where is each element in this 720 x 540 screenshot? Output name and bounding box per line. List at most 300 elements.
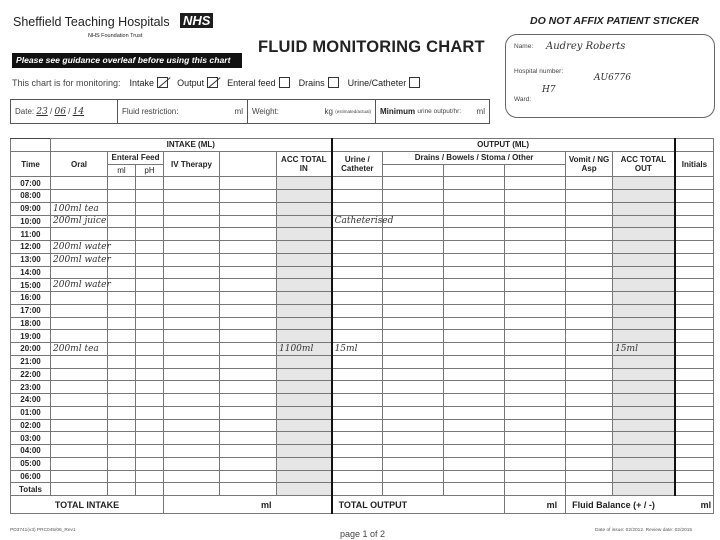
cell-enteral-ml[interactable] — [108, 279, 136, 292]
cell-vomit[interactable] — [566, 292, 613, 305]
cell-oral[interactable]: 100ml tea — [51, 202, 108, 215]
cell-oral[interactable] — [51, 228, 108, 241]
cell-oral[interactable] — [51, 355, 108, 368]
cell-iv[interactable] — [164, 279, 220, 292]
cell-drain3[interactable] — [505, 215, 566, 228]
cell-acc-out[interactable] — [613, 177, 675, 190]
cell-acc-in[interactable] — [277, 330, 332, 343]
cell-acc-in[interactable] — [277, 292, 332, 305]
cell-enteral-ml[interactable] — [108, 343, 136, 356]
cell-drain3[interactable] — [505, 279, 566, 292]
cell-enteral-ml[interactable] — [108, 241, 136, 254]
cell-drain2[interactable] — [444, 368, 505, 381]
cell-urine[interactable] — [332, 177, 383, 190]
cell-urine[interactable] — [332, 394, 383, 407]
monitoring-option-output[interactable] — [177, 77, 218, 88]
cell-enteral-ml[interactable] — [108, 215, 136, 228]
cell-drain1[interactable] — [383, 445, 444, 458]
cell-oral[interactable] — [51, 304, 108, 317]
monitoring-option-intake[interactable] — [130, 77, 169, 88]
cell-drain2[interactable] — [444, 394, 505, 407]
cell-enteral-ph[interactable] — [136, 190, 164, 203]
cell-enteral-ph[interactable] — [136, 202, 164, 215]
cell-blank[interactable] — [220, 279, 277, 292]
cell-drain3[interactable] — [505, 190, 566, 203]
cell-initials[interactable] — [675, 470, 714, 483]
cell-drain2[interactable] — [444, 241, 505, 254]
cell-enteral-ml[interactable] — [108, 292, 136, 305]
cell-drain2[interactable] — [444, 330, 505, 343]
cell-acc-in[interactable] — [277, 202, 332, 215]
cell-vomit[interactable] — [566, 394, 613, 407]
cell-blank[interactable] — [220, 343, 277, 356]
cell-oral[interactable] — [51, 381, 108, 394]
cell-drain3[interactable] — [505, 202, 566, 215]
cell-enteral-ml[interactable] — [108, 317, 136, 330]
cell-acc-in[interactable] — [277, 215, 332, 228]
cell-initials[interactable] — [675, 368, 714, 381]
cell-blank[interactable] — [220, 330, 277, 343]
cell-oral[interactable] — [51, 292, 108, 305]
cell-iv[interactable] — [164, 406, 220, 419]
cell-iv[interactable] — [164, 381, 220, 394]
cell-drain3[interactable] — [505, 177, 566, 190]
cell-iv[interactable] — [164, 432, 220, 445]
cell-blank[interactable] — [220, 202, 277, 215]
cell-blank[interactable] — [220, 177, 277, 190]
cell-initials[interactable] — [675, 330, 714, 343]
cell-drain2[interactable] — [444, 381, 505, 394]
cell-acc-out[interactable] — [613, 292, 675, 305]
cell-initials[interactable] — [675, 228, 714, 241]
cell-initials[interactable] — [675, 177, 714, 190]
cell-enteral-ph[interactable] — [136, 381, 164, 394]
checkbox[interactable] — [328, 77, 339, 88]
cell-drain1[interactable] — [383, 457, 444, 470]
cell-blank[interactable] — [220, 317, 277, 330]
cell-drain3[interactable] — [505, 304, 566, 317]
cell-acc-in[interactable] — [277, 394, 332, 407]
cell-iv[interactable] — [164, 177, 220, 190]
cell-drain2[interactable] — [444, 215, 505, 228]
cell-enteral-ml[interactable] — [108, 304, 136, 317]
cell-acc-in[interactable] — [277, 445, 332, 458]
cell-drain1[interactable] — [383, 228, 444, 241]
cell-enteral-ml[interactable] — [108, 406, 136, 419]
cell-initials[interactable] — [675, 381, 714, 394]
cell-enteral-ph[interactable] — [136, 330, 164, 343]
cell-blank[interactable] — [220, 381, 277, 394]
cell-iv[interactable] — [164, 317, 220, 330]
cell-drain1[interactable] — [383, 304, 444, 317]
cell-enteral-ph[interactable] — [136, 483, 164, 496]
cell-iv[interactable] — [164, 228, 220, 241]
cell-urine[interactable] — [332, 355, 383, 368]
cell-oral[interactable]: 200ml tea — [51, 343, 108, 356]
cell-initials[interactable] — [675, 343, 714, 356]
cell-drain1[interactable] — [383, 355, 444, 368]
cell-blank[interactable] — [220, 355, 277, 368]
cell-drain1[interactable] — [383, 266, 444, 279]
cell-enteral-ml[interactable] — [108, 457, 136, 470]
cell-blank[interactable] — [220, 190, 277, 203]
cell-initials[interactable] — [675, 215, 714, 228]
cell-acc-in[interactable] — [277, 190, 332, 203]
cell-drain3[interactable] — [505, 381, 566, 394]
cell-vomit[interactable] — [566, 483, 613, 496]
cell-drain3[interactable] — [505, 292, 566, 305]
cell-enteral-ph[interactable] — [136, 470, 164, 483]
cell-initials[interactable] — [675, 457, 714, 470]
cell-vomit[interactable] — [566, 317, 613, 330]
cell-iv[interactable] — [164, 355, 220, 368]
cell-urine[interactable] — [332, 266, 383, 279]
cell-iv[interactable] — [164, 483, 220, 496]
cell-vomit[interactable] — [566, 445, 613, 458]
cell-drain2[interactable] — [444, 317, 505, 330]
cell-blank[interactable] — [220, 457, 277, 470]
cell-drain1[interactable] — [383, 394, 444, 407]
cell-drain3[interactable] — [505, 317, 566, 330]
cell-acc-out[interactable] — [613, 419, 675, 432]
cell-drain2[interactable] — [444, 266, 505, 279]
checkbox[interactable] — [157, 77, 168, 88]
cell-urine[interactable] — [332, 381, 383, 394]
cell-drain3[interactable] — [505, 419, 566, 432]
cell-initials[interactable] — [675, 202, 714, 215]
cell-acc-out[interactable] — [613, 355, 675, 368]
cell-iv[interactable] — [164, 253, 220, 266]
cell-iv[interactable] — [164, 445, 220, 458]
cell-blank[interactable] — [220, 432, 277, 445]
cell-oral[interactable] — [51, 445, 108, 458]
cell-blank[interactable] — [220, 292, 277, 305]
cell-urine[interactable] — [332, 253, 383, 266]
cell-enteral-ph[interactable] — [136, 279, 164, 292]
cell-vomit[interactable] — [566, 419, 613, 432]
cell-blank[interactable] — [220, 445, 277, 458]
cell-drain1[interactable] — [383, 343, 444, 356]
cell-acc-out[interactable] — [613, 330, 675, 343]
cell-drain3[interactable] — [505, 445, 566, 458]
cell-acc-out[interactable] — [613, 190, 675, 203]
cell-initials[interactable] — [675, 253, 714, 266]
cell-drain1[interactable] — [383, 432, 444, 445]
cell-vomit[interactable] — [566, 406, 613, 419]
cell-urine[interactable] — [332, 190, 383, 203]
cell-drain3[interactable] — [505, 355, 566, 368]
cell-acc-out[interactable] — [613, 368, 675, 381]
cell-drain1[interactable] — [383, 470, 444, 483]
cell-oral[interactable] — [51, 177, 108, 190]
cell-drain2[interactable] — [444, 432, 505, 445]
total-intake-unit[interactable]: ml — [164, 496, 332, 514]
cell-initials[interactable] — [675, 279, 714, 292]
cell-acc-in[interactable] — [277, 368, 332, 381]
cell-iv[interactable] — [164, 457, 220, 470]
cell-oral[interactable]: 200ml water — [51, 279, 108, 292]
cell-drain3[interactable] — [505, 406, 566, 419]
cell-drain2[interactable] — [444, 343, 505, 356]
cell-enteral-ml[interactable] — [108, 330, 136, 343]
cell-urine[interactable] — [332, 279, 383, 292]
cell-enteral-ph[interactable] — [136, 253, 164, 266]
cell-drain2[interactable] — [444, 202, 505, 215]
cell-oral[interactable]: 200ml water — [51, 253, 108, 266]
cell-urine[interactable]: Catheterised — [332, 215, 383, 228]
cell-acc-in[interactable] — [277, 470, 332, 483]
cell-vomit[interactable] — [566, 457, 613, 470]
cell-drain2[interactable] — [444, 457, 505, 470]
cell-urine[interactable] — [332, 470, 383, 483]
cell-drain2[interactable] — [444, 470, 505, 483]
cell-drain3[interactable] — [505, 330, 566, 343]
cell-enteral-ph[interactable] — [136, 406, 164, 419]
cell-drain2[interactable] — [444, 304, 505, 317]
cell-enteral-ml[interactable] — [108, 368, 136, 381]
cell-blank[interactable] — [220, 470, 277, 483]
total-output-unit[interactable]: ml — [505, 496, 566, 514]
cell-acc-out[interactable] — [613, 406, 675, 419]
cell-iv[interactable] — [164, 419, 220, 432]
cell-acc-in[interactable] — [277, 457, 332, 470]
cell-drain3[interactable] — [505, 266, 566, 279]
cell-drain3[interactable] — [505, 253, 566, 266]
cell-vomit[interactable] — [566, 368, 613, 381]
cell-oral[interactable] — [51, 432, 108, 445]
cell-acc-in[interactable] — [277, 266, 332, 279]
cell-blank[interactable] — [220, 228, 277, 241]
cell-enteral-ml[interactable] — [108, 445, 136, 458]
cell-oral[interactable] — [51, 368, 108, 381]
cell-acc-out[interactable] — [613, 381, 675, 394]
cell-enteral-ml[interactable] — [108, 381, 136, 394]
cell-oral[interactable] — [51, 330, 108, 343]
cell-acc-in[interactable] — [277, 304, 332, 317]
cell-urine[interactable] — [332, 419, 383, 432]
cell-oral[interactable] — [51, 483, 108, 496]
cell-acc-in[interactable] — [277, 406, 332, 419]
cell-oral[interactable] — [51, 394, 108, 407]
cell-vomit[interactable] — [566, 177, 613, 190]
cell-drain1[interactable] — [383, 330, 444, 343]
cell-urine[interactable] — [332, 292, 383, 305]
cell-initials[interactable] — [675, 317, 714, 330]
cell-urine[interactable] — [332, 317, 383, 330]
cell-acc-out[interactable] — [613, 304, 675, 317]
cell-vomit[interactable] — [566, 241, 613, 254]
cell-vomit[interactable] — [566, 202, 613, 215]
cell-vomit[interactable] — [566, 190, 613, 203]
cell-acc-in[interactable] — [277, 317, 332, 330]
cell-iv[interactable] — [164, 292, 220, 305]
cell-enteral-ph[interactable] — [136, 368, 164, 381]
cell-drain3[interactable] — [505, 241, 566, 254]
cell-urine[interactable] — [332, 432, 383, 445]
cell-initials[interactable] — [675, 304, 714, 317]
cell-enteral-ph[interactable] — [136, 292, 164, 305]
cell-iv[interactable] — [164, 190, 220, 203]
cell-drain2[interactable] — [444, 177, 505, 190]
cell-drain1[interactable] — [383, 381, 444, 394]
cell-drain1[interactable] — [383, 253, 444, 266]
cell-enteral-ph[interactable] — [136, 457, 164, 470]
cell-drain2[interactable] — [444, 445, 505, 458]
cell-acc-out[interactable] — [613, 445, 675, 458]
cell-enteral-ph[interactable] — [136, 177, 164, 190]
cell-acc-in[interactable] — [277, 228, 332, 241]
cell-acc-in[interactable] — [277, 355, 332, 368]
cell-enteral-ph[interactable] — [136, 394, 164, 407]
cell-vomit[interactable] — [566, 279, 613, 292]
checkbox[interactable] — [279, 77, 290, 88]
ward[interactable]: H7 — [542, 85, 556, 95]
cell-drain3[interactable] — [505, 470, 566, 483]
cell-oral[interactable] — [51, 470, 108, 483]
cell-drain3[interactable] — [505, 457, 566, 470]
cell-drain2[interactable] — [444, 483, 505, 496]
cell-blank[interactable] — [220, 304, 277, 317]
cell-vomit[interactable] — [566, 304, 613, 317]
cell-drain1[interactable] — [383, 241, 444, 254]
fluid-balance-unit[interactable]: ml — [675, 496, 714, 514]
cell-oral[interactable] — [51, 190, 108, 203]
hospital-number[interactable]: AU6776 — [594, 73, 631, 83]
cell-enteral-ph[interactable] — [136, 432, 164, 445]
cell-oral[interactable]: 200ml water — [51, 241, 108, 254]
cell-enteral-ml[interactable] — [108, 228, 136, 241]
cell-enteral-ph[interactable] — [136, 266, 164, 279]
monitoring-option-enteral-feed[interactable] — [227, 77, 290, 88]
cell-drain3[interactable] — [505, 368, 566, 381]
cell-enteral-ml[interactable] — [108, 190, 136, 203]
cell-vomit[interactable] — [566, 343, 613, 356]
cell-urine[interactable] — [332, 406, 383, 419]
cell-urine[interactable] — [332, 457, 383, 470]
cell-oral[interactable] — [51, 419, 108, 432]
cell-iv[interactable] — [164, 330, 220, 343]
cell-acc-in[interactable] — [277, 483, 332, 496]
cell-oral[interactable] — [51, 266, 108, 279]
cell-iv[interactable] — [164, 304, 220, 317]
cell-drain1[interactable] — [383, 292, 444, 305]
cell-acc-out[interactable] — [613, 432, 675, 445]
cell-drain2[interactable] — [444, 279, 505, 292]
cell-acc-in[interactable] — [277, 279, 332, 292]
cell-enteral-ml[interactable] — [108, 483, 136, 496]
cell-blank[interactable] — [220, 483, 277, 496]
cell-acc-in[interactable] — [277, 419, 332, 432]
cell-enteral-ml[interactable] — [108, 432, 136, 445]
cell-iv[interactable] — [164, 343, 220, 356]
cell-vomit[interactable] — [566, 432, 613, 445]
cell-acc-in[interactable] — [277, 177, 332, 190]
cell-blank[interactable] — [220, 266, 277, 279]
cell-initials[interactable] — [675, 190, 714, 203]
cell-enteral-ml[interactable] — [108, 177, 136, 190]
cell-blank[interactable] — [220, 368, 277, 381]
cell-urine[interactable] — [332, 304, 383, 317]
cell-drain1[interactable] — [383, 483, 444, 496]
cell-drain2[interactable] — [444, 253, 505, 266]
cell-acc-out[interactable] — [613, 228, 675, 241]
cell-acc-out[interactable] — [613, 483, 675, 496]
cell-drain2[interactable] — [444, 419, 505, 432]
cell-drain1[interactable] — [383, 419, 444, 432]
cell-acc-in[interactable] — [277, 432, 332, 445]
cell-drain3[interactable] — [505, 432, 566, 445]
cell-enteral-ph[interactable] — [136, 304, 164, 317]
cell-initials[interactable] — [675, 483, 714, 496]
checkbox[interactable] — [409, 77, 420, 88]
monitoring-option-drains[interactable] — [299, 77, 339, 88]
cell-drain3[interactable] — [505, 228, 566, 241]
cell-urine[interactable] — [332, 368, 383, 381]
cell-blank[interactable] — [220, 253, 277, 266]
cell-enteral-ph[interactable] — [136, 228, 164, 241]
cell-drain3[interactable] — [505, 394, 566, 407]
cell-acc-out[interactable] — [613, 202, 675, 215]
cell-oral[interactable] — [51, 457, 108, 470]
date-field[interactable]: Date: 23 / 06 / 14 — [11, 100, 118, 123]
min-urine-field[interactable] — [376, 100, 489, 123]
cell-drain1[interactable] — [383, 190, 444, 203]
cell-drain1[interactable] — [383, 202, 444, 215]
cell-urine[interactable]: 15ml — [332, 343, 383, 356]
cell-blank[interactable] — [220, 419, 277, 432]
cell-drain1[interactable] — [383, 279, 444, 292]
cell-oral[interactable] — [51, 406, 108, 419]
cell-blank[interactable] — [220, 241, 277, 254]
cell-iv[interactable] — [164, 266, 220, 279]
cell-acc-in[interactable] — [277, 381, 332, 394]
cell-iv[interactable] — [164, 470, 220, 483]
cell-blank[interactable] — [220, 215, 277, 228]
cell-vomit[interactable] — [566, 215, 613, 228]
cell-urine[interactable] — [332, 241, 383, 254]
cell-initials[interactable] — [675, 241, 714, 254]
cell-initials[interactable] — [675, 292, 714, 305]
cell-drain2[interactable] — [444, 292, 505, 305]
fluid-restriction-field[interactable] — [118, 100, 248, 123]
monitoring-option-urine-catheter[interactable] — [348, 77, 421, 88]
cell-initials[interactable] — [675, 266, 714, 279]
cell-urine[interactable] — [332, 445, 383, 458]
cell-enteral-ph[interactable] — [136, 317, 164, 330]
cell-vomit[interactable] — [566, 330, 613, 343]
cell-acc-out[interactable] — [613, 241, 675, 254]
cell-acc-out[interactable]: 15ml — [613, 343, 675, 356]
cell-enteral-ph[interactable] — [136, 419, 164, 432]
cell-initials[interactable] — [675, 394, 714, 407]
cell-drain3[interactable] — [505, 483, 566, 496]
cell-acc-out[interactable] — [613, 279, 675, 292]
cell-acc-in[interactable] — [277, 241, 332, 254]
cell-enteral-ml[interactable] — [108, 355, 136, 368]
cell-iv[interactable] — [164, 368, 220, 381]
cell-drain2[interactable] — [444, 406, 505, 419]
cell-acc-out[interactable] — [613, 266, 675, 279]
cell-vomit[interactable] — [566, 253, 613, 266]
cell-enteral-ph[interactable] — [136, 355, 164, 368]
cell-urine[interactable] — [332, 228, 383, 241]
cell-acc-out[interactable] — [613, 253, 675, 266]
cell-initials[interactable] — [675, 406, 714, 419]
cell-iv[interactable] — [164, 241, 220, 254]
cell-enteral-ml[interactable] — [108, 470, 136, 483]
cell-vomit[interactable] — [566, 228, 613, 241]
cell-drain1[interactable] — [383, 177, 444, 190]
